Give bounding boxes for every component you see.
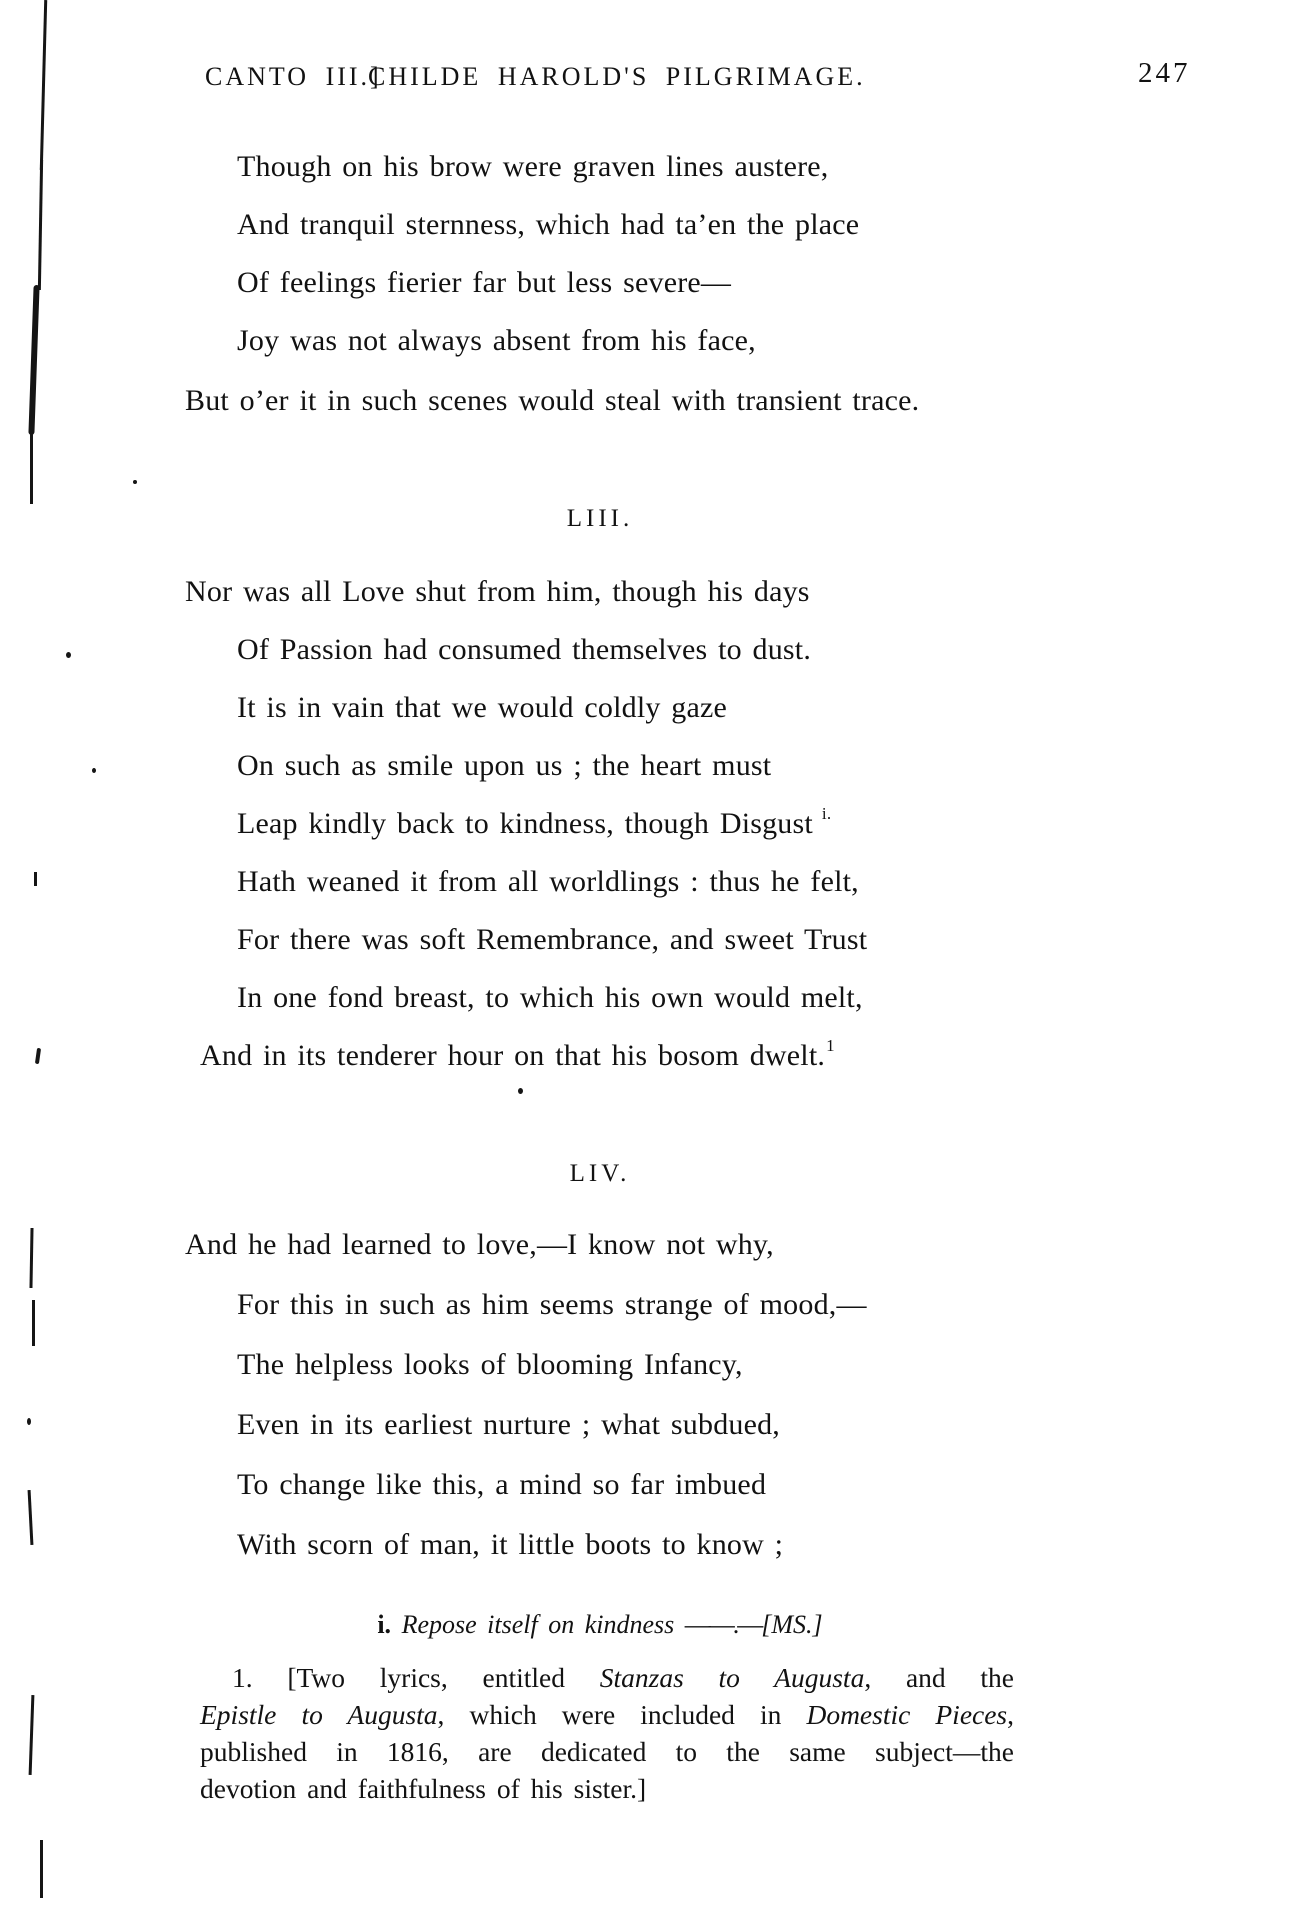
scan-artifact — [28, 1490, 34, 1545]
footnote-1-line: published in 1816, are dedicated to the same subject—the — [200, 1736, 1014, 1767]
poem-line: With scorn of man, it little boots to know ; — [237, 1528, 784, 1561]
scan-artifact — [38, 160, 43, 290]
footnote-text: 1. [Two lyrics, entitled — [232, 1662, 600, 1693]
footnote-ms-marker: i. — [377, 1610, 392, 1639]
scan-artifact — [32, 1300, 35, 1346]
footnote-text: , and the — [864, 1662, 1015, 1693]
poem-line: Of feelings fierier far but less severe— — [237, 266, 732, 299]
poem-line — [200, 1036, 835, 1073]
poem-line: For this in such as him seems strange of mood,— — [237, 1288, 867, 1321]
page-number: 247 — [1138, 57, 1191, 89]
poem-line: But o’er it in such scenes would steal with transient trace. — [185, 384, 920, 417]
footnote-text: , which were included in — [437, 1699, 807, 1730]
poem-line-text: And in its tenderer hour on that his bosom dwelt. — [200, 1039, 826, 1072]
footnote-work-title: Domestic Pieces — [806, 1699, 1008, 1730]
scan-artifact — [29, 1695, 35, 1775]
poem-line: And tranquil sternness, which had ta’en the place — [237, 208, 860, 241]
poem-line: Even in its earliest nurture ; what subdued, — [237, 1408, 781, 1441]
stanza-heading-liv: LIV. — [569, 1160, 631, 1187]
poem-line: On such as smile upon us ; the heart must — [237, 749, 772, 782]
poem-line: Of Passion had consumed themselves to dust. — [237, 633, 812, 666]
header-title: CHILDE HAROLD'S PILGRIMAGE. — [368, 62, 866, 91]
scan-artifact — [518, 1088, 523, 1094]
footnote-text: , — [1007, 1699, 1015, 1730]
poem-line — [237, 804, 832, 841]
poem-line-text: Leap kindly back to kindness, though Disgust — [237, 807, 813, 840]
scan-artifact — [92, 768, 96, 773]
poem-line: The helpless looks of blooming Infancy, — [237, 1348, 743, 1381]
scan-artifact — [133, 480, 137, 484]
header-canto: CANTO III.] — [205, 62, 382, 91]
footnote-ms — [185, 1610, 1015, 1640]
poem-line: In one fond breast, to which his own would melt, — [237, 981, 863, 1014]
scan-artifact — [29, 1228, 33, 1288]
scan-artifact — [40, 1840, 43, 1898]
footnote-1-line — [200, 1659, 1014, 1696]
poem-line: Nor was all Love shut from him, though his days — [185, 575, 810, 608]
footnote-ms-rule: ——.— — [684, 1610, 762, 1639]
footnote-1-line — [200, 1696, 1014, 1733]
poem-line: Joy was not always absent from his face, — [237, 324, 756, 357]
footnote-marker-i: i. — [821, 804, 832, 823]
scan-artifact — [28, 285, 39, 435]
poem-line: It is in vain that we would coldly gaze — [237, 691, 728, 724]
poem-line: For there was soft Remembrance, and sweet Trust — [237, 923, 868, 956]
footnote-work-title: Epistle to Augusta — [200, 1699, 438, 1730]
scan-artifact — [40, 0, 47, 170]
scan-artifact — [35, 1048, 41, 1064]
footnote-ms-source: [MS.] — [761, 1610, 823, 1639]
poem-line: And he had learned to love,—I know not why, — [185, 1228, 774, 1261]
poem-line: To change like this, a mind so far imbued — [237, 1468, 767, 1501]
footnote-work-title: Stanzas to Augusta — [599, 1662, 865, 1693]
poem-line: Though on his brow were graven lines austere, — [237, 150, 829, 183]
stanza-heading-liii: LIII. — [566, 505, 634, 532]
footnote-1 — [200, 1659, 1014, 1807]
scan-artifact — [27, 1418, 31, 1425]
footnote-1-line: devotion and faithfulness of his sister.] — [200, 1773, 647, 1804]
scan-artifact — [30, 432, 33, 504]
footnote-ms-text: Repose itself on kindness — [401, 1610, 675, 1639]
scan-artifact — [34, 872, 37, 886]
scan-artifact — [66, 652, 71, 658]
poem-line: Hath weaned it from all worldlings : thus he felt, — [237, 865, 859, 898]
footnote-marker-1: 1 — [826, 1036, 835, 1055]
